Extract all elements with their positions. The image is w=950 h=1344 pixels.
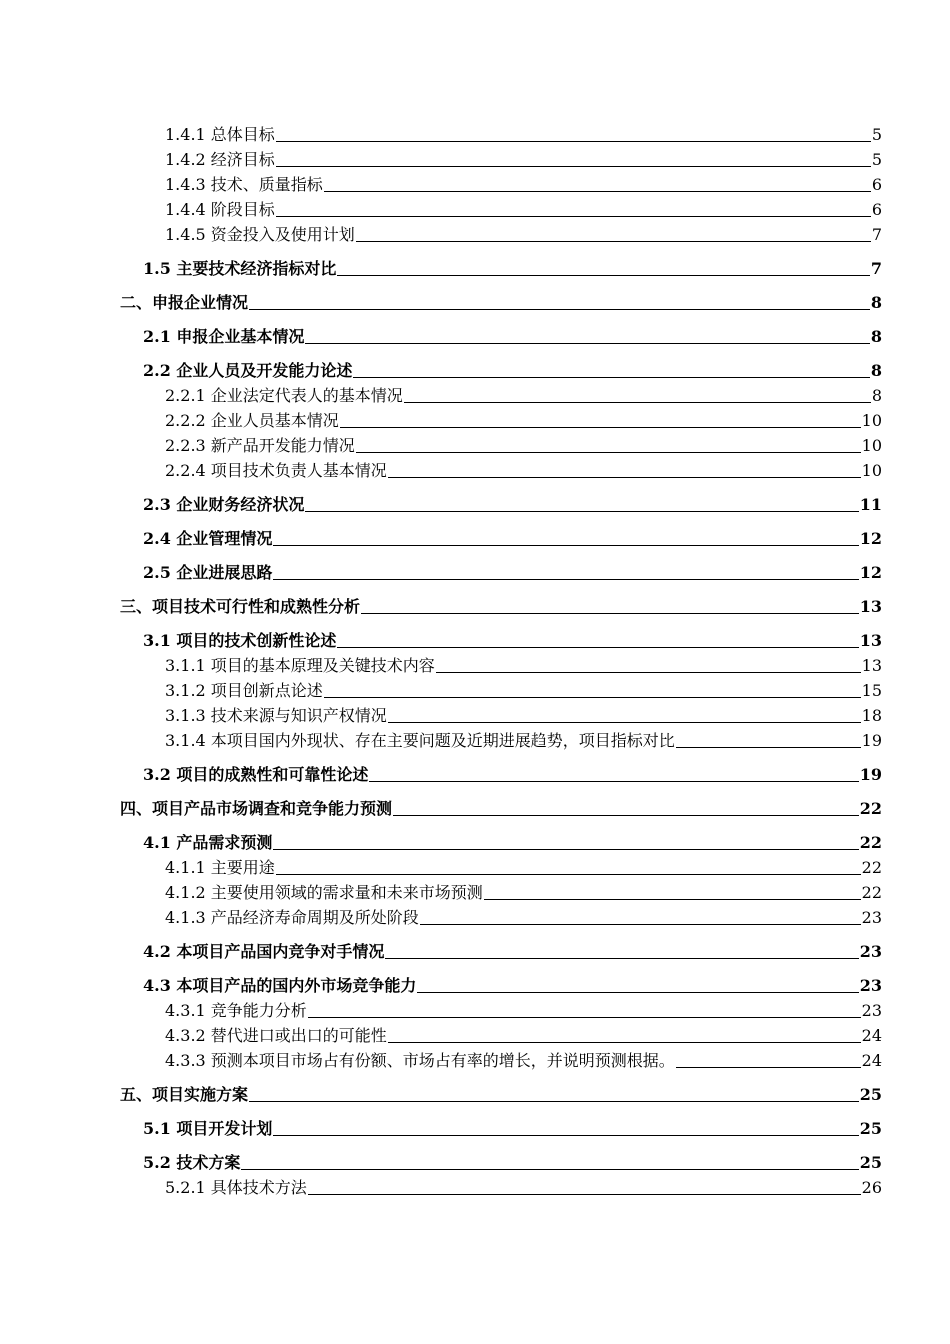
toc-entry-page: 19: [859, 765, 882, 784]
toc-entry[interactable]: [120, 1175, 882, 1200]
toc-entry-title: 1.4.3 技术、质量指标: [165, 175, 323, 194]
toc-entry-page: 23: [861, 908, 882, 927]
toc-entry-page: 15: [861, 681, 882, 700]
toc-leader-line: [249, 1101, 859, 1102]
toc-leader-line: [305, 343, 869, 344]
toc-entry-page: 8: [870, 361, 882, 380]
toc-entry-page: 7: [870, 259, 882, 278]
toc-leader-line: [484, 899, 861, 900]
toc-entry-title: 2.2.1 企业法定代表人的基本情况: [165, 386, 403, 405]
toc-entry-title: 四、项目产品市场调查和竞争能力预测: [120, 799, 393, 818]
toc-entry-title: 5.1 项目开发计划: [143, 1119, 273, 1138]
toc-entry-page: 11: [859, 495, 882, 514]
toc-entry[interactable]: [120, 855, 882, 880]
toc-entry[interactable]: [120, 678, 882, 703]
toc-entry-page: 22: [861, 883, 882, 902]
toc-entry-title: 1.5 主要技术经济指标对比: [143, 259, 337, 278]
toc-entry[interactable]: [120, 408, 882, 433]
toc-leader-line: [241, 1169, 858, 1170]
toc-leader-line: [676, 1067, 861, 1068]
toc-entry-title: 2.2.2 企业人员基本情况: [165, 411, 339, 430]
toc-entry-page: 24: [861, 1026, 882, 1045]
toc-leader-line: [308, 1194, 861, 1195]
toc-entry-page: 6: [871, 175, 882, 194]
toc-entry-page: 10: [861, 461, 882, 480]
toc-leader-line: [404, 402, 871, 403]
toc-entry[interactable]: [120, 830, 882, 855]
toc-leader-line: [308, 1017, 861, 1018]
toc-entry-title: 3.1.4 本项目国内外现状、存在主要问题及近期进展趋势，项目指标对比: [165, 731, 675, 750]
toc-entry-title: 4.1.2 主要使用领域的需求量和未来市场预测: [165, 883, 483, 902]
toc-entry[interactable]: [120, 1150, 882, 1175]
toc-leader-line: [276, 216, 871, 217]
toc-leader-line: [273, 579, 858, 580]
toc-entry-page: 22: [859, 833, 882, 852]
toc-leader-line: [436, 672, 861, 673]
toc-leader-line: [305, 511, 858, 512]
toc-leader-line: [417, 992, 858, 993]
toc-entry-page: 10: [861, 411, 882, 430]
toc-entry[interactable]: [120, 880, 882, 905]
toc-entry-page: 23: [859, 976, 882, 995]
toc-entry[interactable]: [120, 762, 882, 787]
toc-entry-title: 五、项目实施方案: [120, 1085, 249, 1104]
toc-entry-page: 5: [871, 125, 882, 144]
toc-entry-page: 7: [871, 225, 882, 244]
toc-entry-page: 6: [871, 200, 882, 219]
toc-leader-line: [273, 849, 858, 850]
toc-entry[interactable]: [120, 939, 882, 964]
toc-entry[interactable]: [120, 383, 882, 408]
toc-leader-line: [361, 613, 859, 614]
toc-entry[interactable]: [120, 147, 882, 172]
toc-entry-title: 三、项目技术可行性和成熟性分析: [120, 597, 361, 616]
table-of-contents: [120, 122, 882, 1200]
toc-entry[interactable]: [120, 905, 882, 930]
toc-entry-title: 4.1 产品需求预测: [143, 833, 273, 852]
toc-entry-page: 23: [859, 942, 882, 961]
toc-entry-title: 3.1 项目的技术创新性论述: [143, 631, 337, 650]
toc-entry-title: 4.3 本项目产品的国内外市场竞争能力: [143, 976, 417, 995]
toc-leader-line: [324, 191, 871, 192]
toc-entry[interactable]: [120, 433, 882, 458]
toc-entry[interactable]: [120, 973, 882, 998]
toc-entry[interactable]: [120, 324, 882, 349]
toc-entry[interactable]: [120, 492, 882, 517]
toc-leader-line: [276, 166, 871, 167]
toc-entry-page: 22: [859, 799, 882, 818]
toc-entry-page: 25: [859, 1085, 882, 1104]
toc-entry[interactable]: [120, 628, 882, 653]
toc-leader-line: [388, 1042, 861, 1043]
toc-entry[interactable]: [120, 358, 882, 383]
toc-entry[interactable]: [120, 197, 882, 222]
toc-leader-line: [393, 815, 859, 816]
toc-leader-line: [385, 958, 858, 959]
toc-entry-title: 2.2 企业人员及开发能力论述: [143, 361, 353, 380]
toc-entry-page: 13: [859, 597, 882, 616]
toc-entry-title: 2.3 企业财务经济状况: [143, 495, 305, 514]
toc-entry-page: 25: [859, 1153, 882, 1172]
toc-leader-line: [273, 545, 858, 546]
toc-entry[interactable]: [120, 290, 882, 315]
toc-entry[interactable]: [120, 172, 882, 197]
toc-entry-page: 22: [861, 858, 882, 877]
toc-entry-page: 8: [871, 386, 882, 405]
toc-entry-page: 25: [859, 1119, 882, 1138]
toc-entry-title: 2.2.4 项目技术负责人基本情况: [165, 461, 387, 480]
toc-entry-title: 4.1.3 产品经济寿命周期及所处阶段: [165, 908, 419, 927]
toc-entry-page: 12: [859, 529, 882, 548]
toc-leader-line: [324, 697, 861, 698]
toc-entry-page: 12: [859, 563, 882, 582]
toc-leader-line: [337, 647, 858, 648]
toc-entry-title: 2.5 企业进展思路: [143, 563, 273, 582]
toc-entry-title: 4.3.1 竞争能力分析: [165, 1001, 307, 1020]
toc-entry[interactable]: [120, 458, 882, 483]
toc-entry-title: 5.2.1 具体技术方法: [165, 1178, 307, 1197]
toc-entry-page: 5: [871, 150, 882, 169]
toc-entry-title: 3.1.3 技术来源与知识产权情况: [165, 706, 387, 725]
toc-entry-title: 二、申报企业情况: [120, 293, 249, 312]
toc-leader-line: [249, 309, 870, 310]
toc-entry[interactable]: [120, 526, 882, 551]
toc-leader-line: [337, 275, 869, 276]
toc-leader-line: [276, 141, 871, 142]
toc-entry[interactable]: [120, 1116, 882, 1141]
toc-entry-title: 1.4.2 经济目标: [165, 150, 275, 169]
toc-entry-page: 24: [861, 1051, 882, 1070]
toc-entry-title: 4.3.3 预测本项目市场占有份额、市场占有率的增长，并说明预测根据。: [165, 1051, 675, 1070]
toc-entry[interactable]: [120, 122, 882, 147]
toc-leader-line: [388, 722, 861, 723]
toc-entry[interactable]: [120, 594, 882, 619]
toc-entry[interactable]: [120, 256, 882, 281]
toc-entry[interactable]: [120, 1082, 882, 1107]
toc-entry[interactable]: [120, 1048, 882, 1073]
toc-entry-title: 2.4 企业管理情况: [143, 529, 273, 548]
toc-leader-line: [276, 874, 861, 875]
toc-entry-page: 19: [861, 731, 882, 750]
toc-leader-line: [356, 452, 861, 453]
toc-leader-line: [369, 781, 858, 782]
toc-entry-page: 26: [861, 1178, 882, 1197]
toc-entry-page: 8: [870, 327, 882, 346]
toc-entry-page: 13: [859, 631, 882, 650]
toc-entry[interactable]: [120, 998, 882, 1023]
toc-entry-title: 2.1 申报企业基本情况: [143, 327, 305, 346]
toc-entry-title: 2.2.3 新产品开发能力情况: [165, 436, 355, 455]
toc-leader-line: [676, 747, 861, 748]
toc-leader-line: [356, 241, 871, 242]
toc-leader-line: [388, 477, 861, 478]
toc-entry-title: 4.1.1 主要用途: [165, 858, 275, 877]
toc-leader-line: [273, 1135, 858, 1136]
toc-entry-page: 18: [861, 706, 882, 725]
toc-entry[interactable]: [120, 560, 882, 585]
toc-entry-title: 4.3.2 替代进口或出口的可能性: [165, 1026, 387, 1045]
toc-entry-title: 1.4.1 总体目标: [165, 125, 275, 144]
toc-entry-page: 10: [861, 436, 882, 455]
toc-entry[interactable]: [120, 222, 882, 247]
toc-entry-title: 1.4.5 资金投入及使用计划: [165, 225, 355, 244]
toc-entry[interactable]: [120, 728, 882, 753]
toc-entry[interactable]: [120, 653, 882, 678]
toc-leader-line: [340, 427, 861, 428]
toc-entry[interactable]: [120, 796, 882, 821]
toc-entry-page: 23: [861, 1001, 882, 1020]
toc-leader-line: [420, 924, 861, 925]
toc-entry[interactable]: [120, 703, 882, 728]
toc-leader-line: [353, 377, 869, 378]
toc-entry-title: 3.1.2 项目创新点论述: [165, 681, 323, 700]
toc-entry-title: 4.2 本项目产品国内竞争对手情况: [143, 942, 385, 961]
toc-entry-title: 1.4.4 阶段目标: [165, 200, 275, 219]
toc-entry-title: 3.2 项目的成熟性和可靠性论述: [143, 765, 369, 784]
toc-entry-page: 13: [861, 656, 882, 675]
toc-entry[interactable]: [120, 1023, 882, 1048]
toc-entry-page: 8: [870, 293, 882, 312]
toc-entry-title: 3.1.1 项目的基本原理及关键技术内容: [165, 656, 435, 675]
toc-entry-title: 5.2 技术方案: [143, 1153, 241, 1172]
